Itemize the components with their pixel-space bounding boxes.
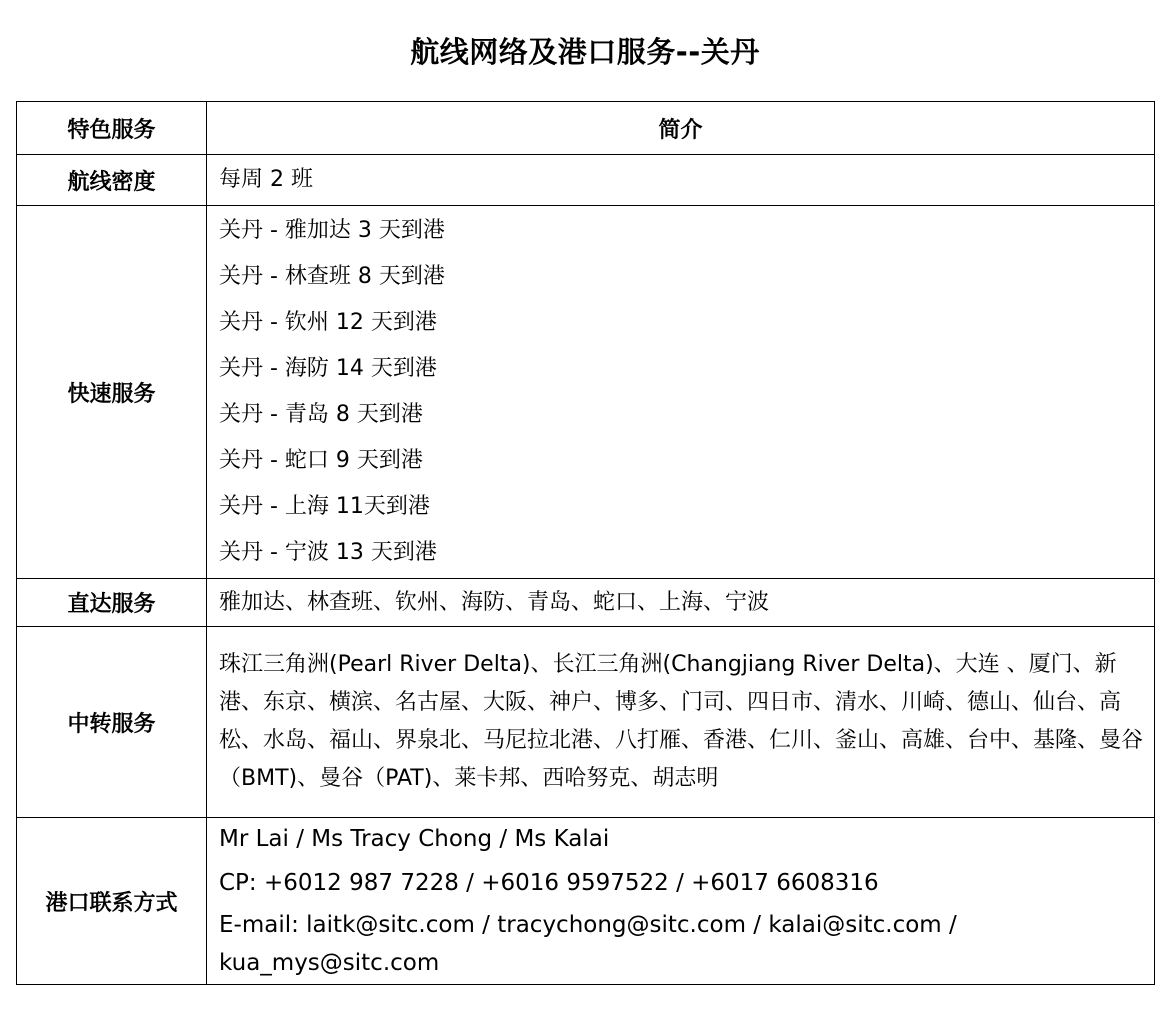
feature-transit: 中转服务 xyxy=(17,627,207,818)
intro-direct: 雅加达、林查班、钦州、海防、青岛、蛇口、上海、宁波 xyxy=(207,579,1155,627)
express-route-line: 关丹 - 钦州 12 天到港 xyxy=(219,310,437,335)
table-row-express xyxy=(17,206,1155,579)
table-header-row xyxy=(17,102,1155,155)
express-route-line: 关丹 - 雅加达 3 天到港 xyxy=(219,218,445,243)
header-feature: 特色服务 xyxy=(17,102,207,155)
feature-frequency: 航线密度 xyxy=(17,155,207,206)
feature-express: 快速服务 xyxy=(17,206,207,579)
feature-contact: 港口联系方式 xyxy=(17,818,207,985)
header-intro: 简介 xyxy=(207,102,1155,155)
intro-contact xyxy=(207,818,1155,985)
express-route-line: 关丹 - 上海 11天到港 xyxy=(219,494,430,519)
table-row-direct xyxy=(17,579,1155,627)
express-route-line: 关丹 - 海防 14 天到港 xyxy=(219,356,437,381)
table-row-frequency xyxy=(17,155,1155,206)
table-row-contact xyxy=(17,818,1155,985)
contact-phone: CP: +6012 987 7228 / +6016 9597522 / +6017 6608316 xyxy=(219,870,879,896)
table-row-transit xyxy=(17,627,1155,818)
intro-express xyxy=(207,206,1155,579)
express-route-line: 关丹 - 宁波 13 天到港 xyxy=(219,540,437,565)
service-table xyxy=(16,101,1155,985)
express-route-line: 关丹 - 青岛 8 天到港 xyxy=(219,402,423,427)
intro-transit: 珠江三角洲(Pearl River Delta)、长江三角洲(Changjiang River Delta)、大连 、厦门、新港、东京、横滨、名古屋、大阪、神户、博多、门司、四日市、清水、川崎、德山、仙台、高松、水岛、福山、界泉北、马尼拉北港、八打雁、香港、仁川、釜山、高雄、台中、基隆、曼谷（BMT)、曼谷（PAT)、莱卡邦、西哈努克、胡志明 xyxy=(207,627,1155,818)
contact-names: Mr Lai / Ms Tracy Chong / Ms Kalai xyxy=(219,826,610,852)
express-route-line: 关丹 - 林查班 8 天到港 xyxy=(219,264,445,289)
page-title: 航线网络及港口服务--关丹 xyxy=(410,35,760,69)
feature-direct: 直达服务 xyxy=(17,579,207,627)
contact-email: E-mail: laitk@sitc.com / tracychong@sitc.com / kalai@sitc.com / kua_mys@sitc.com xyxy=(219,912,957,976)
express-route-line: 关丹 - 蛇口 9 天到港 xyxy=(219,448,423,473)
intro-frequency: 每周 2 班 xyxy=(207,155,1155,206)
